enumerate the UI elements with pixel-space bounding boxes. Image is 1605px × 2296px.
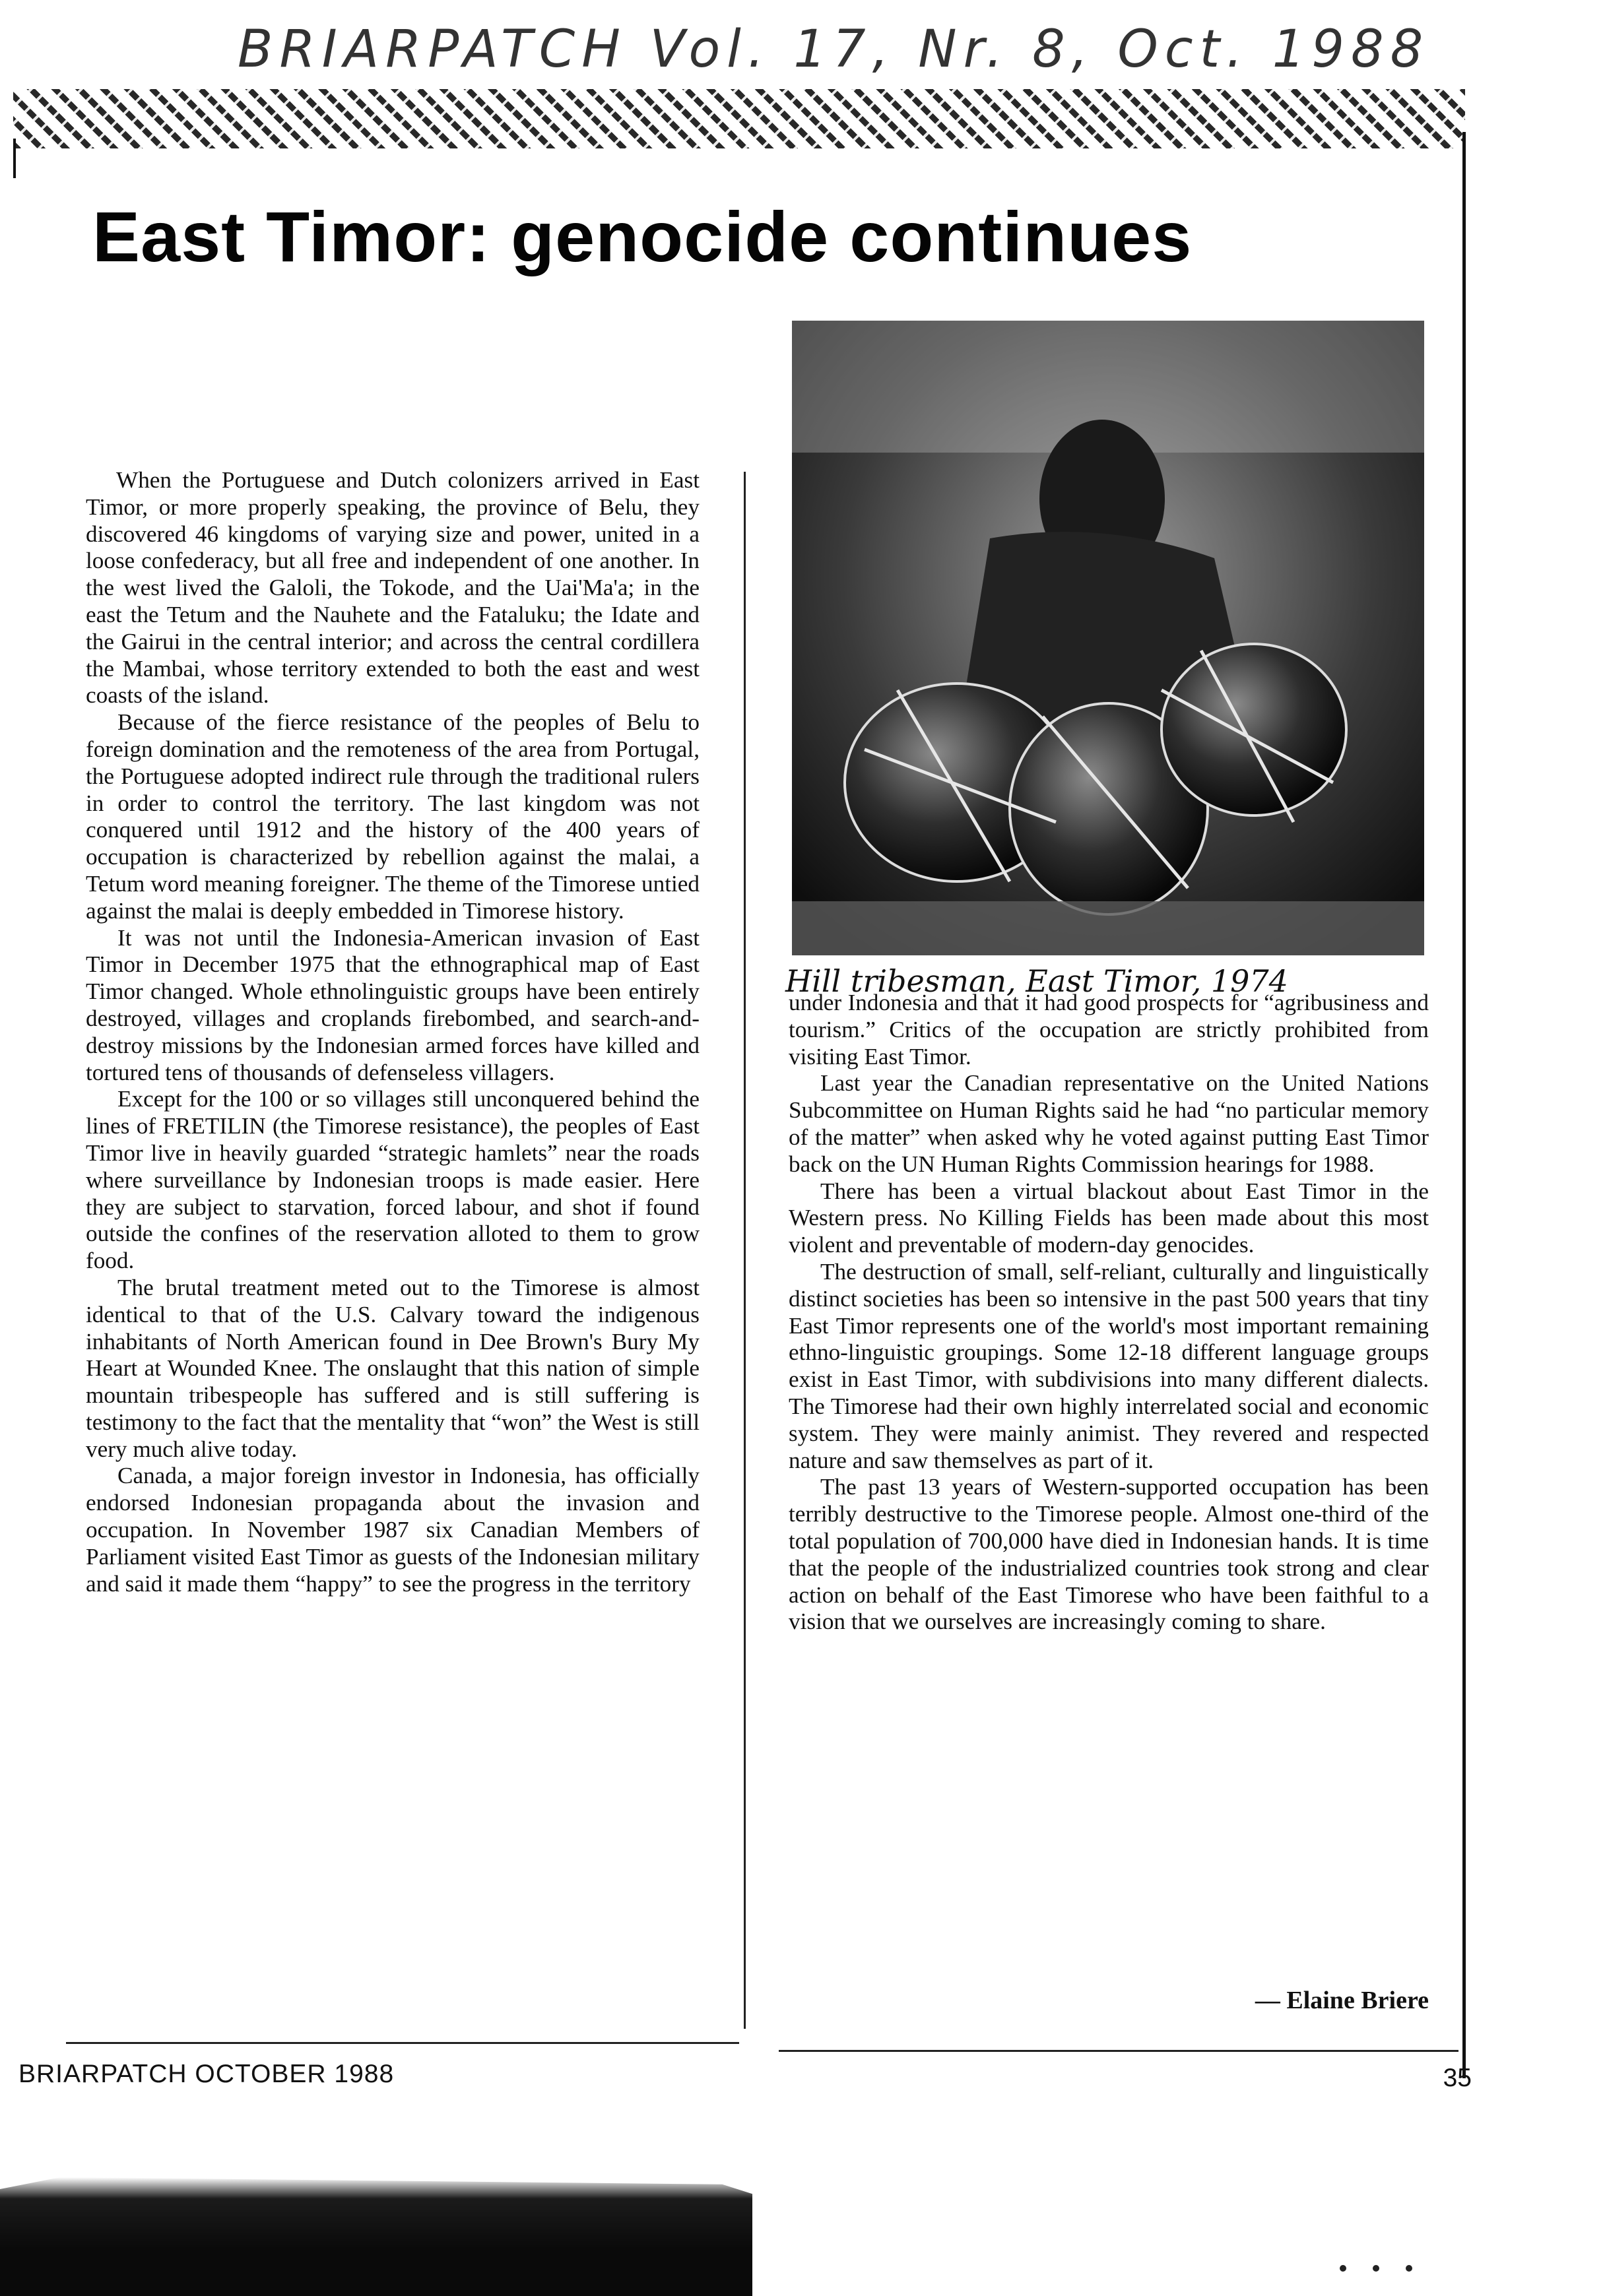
decorative-border	[13, 89, 1465, 148]
page-rule-left	[13, 139, 16, 178]
article-headline: East Timor: genocide continues	[92, 197, 1193, 276]
paragraph: Except for the 100 or so villages still unconquered behind the lines of FRETILIN (the Timorese resistance), the peoples of East Timor live in heavily guarded “strategic hamlets” near the roads where surveillance by Indonesian troops is made easier. Here they are subject to starvation, forced labour, and shot if found outside the confines of the reservation alloted to them to grow food.	[86, 1086, 700, 1274]
footer-rule	[66, 2042, 739, 2044]
footer-rule	[779, 2050, 1458, 2052]
paragraph: Because of the fierce resistance of the peoples of Belu to foreign domination and the remoteness of the area from Portugal, the Portuguese adopted indirect rule through the traditional rulers in order to control the territory. The last kingdom was not conquered until 1912 and the history of the 400 years of occupation is characterized by rebellion against the malai, a Tetum word meaning foreigner. The theme of the Timorese untied against the malai is deeply embedded in Timorese history.	[86, 709, 700, 924]
paragraph: When the Portuguese and Dutch colonizers arrived in East Timor, or more properly speaking, the province of Belu, they discovered 46 kingdoms of varying size and power, united in a loose confederacy, but all free and independent of one another. In the west lived the Galoli, the Tokode, and the Uai'Ma'a; in the east the Tetum and the Nauhete and the Fataluku; the Idate and the Gairui in the central interior; and across the central cordillera the Mambai, whose territory extended to both the east and west coasts of the island.	[86, 467, 700, 709]
article-column-right	[789, 990, 1429, 2012]
article-column-left	[86, 467, 700, 2044]
paragraph: The destruction of small, self-reliant, culturally and linguistically distinct societies has been so intensive in the past 500 years that tiny East Timor represents one of the world's most important remaining ethno-linguistic groupings. Some 12-18 different language groups exist in East Timor, with subdivisions into many different dialects. The Timorese had their own highly interrelated social and economic system. They were mainly animist. They revered and respected nature and saw themselves as part of it.	[789, 1258, 1429, 1473]
paragraph: It was not until the Indonesia-American invasion of East Timor in December 1975 that the ethnographical map of East Timor changed. Whole ethnolinguistic groups have been entirely destroyed, villages and croplands firebombed, and search-and-destroy missions by the Indonesian armed forces have killed and tortured tens of thousands of defenseless villagers.	[86, 924, 700, 1085]
footer-publication: BRIARPATCH OCTOBER 1988	[18, 2060, 395, 2088]
article-photo	[792, 321, 1424, 955]
page-number: 35	[1443, 2064, 1472, 2092]
paragraph: Last year the Canadian representative on the United Nations Subcommittee on Human Rights said he had “no particular memory of the matter” when asked why he voted against putting East Timor back on the UN Human Rights Commission hearings for 1988.	[789, 1070, 1429, 1177]
photo-caption-handwritten: Hill tribesman, East Timor, 1974	[785, 963, 1288, 999]
handwritten-citation: BRIARPATCH Vol. 17, Nr. 8, Oct. 1988	[238, 20, 1430, 79]
article-byline: — Elaine Briere	[1255, 1987, 1429, 2014]
paragraph: under Indonesia and that it had good prospects for “agribusiness and tourism.” Critics of the occupation are strictly prohibited from visiting East Timor.	[789, 990, 1429, 1069]
paragraph: There has been a virtual blackout about East Timor in the Western press. No Killing Fields has been made about this most violent and preventable of modern-day genocides.	[789, 1178, 1429, 1258]
column-divider	[744, 472, 746, 2029]
paragraph: The brutal treatment meted out to the Timorese is almost identical to that of the U.S. Calvary toward the indigenous inhabitants of North American found in Dee Brown's Bury My Heart at Wounded Knee. The onslaught that this nation of simple mountain tribespeople has suffered and is still suffering is testimony to the fact that the mentality that “won” the West is still very much alive today.	[86, 1274, 700, 1462]
scan-artifact	[0, 2177, 752, 2296]
paragraph: The past 13 years of Western-supported occupation has been terribly destructive to the Timorese people. Almost one-third of the total population of 700,000 have died in Indonesian hands. It is time that the people of the industrialized countries took strong and clear action on behalf of the East Timorese who have been faithful to a vision that we ourselves are increasingly coming to share.	[789, 1474, 1429, 1635]
page-rule-right	[1462, 132, 1466, 2078]
paragraph: Canada, a major foreign investor in Indonesia, has officially endorsed Indonesian propaganda about the invasion and occupation. In November 1987 six Canadian Members of Parliament visited East Timor as guests of the Indonesian military and said it made them “happy” to see the progress in the territory	[86, 1463, 700, 1597]
photo-illustration	[792, 321, 1424, 955]
scan-artifact-dots	[1340, 2263, 1472, 2283]
